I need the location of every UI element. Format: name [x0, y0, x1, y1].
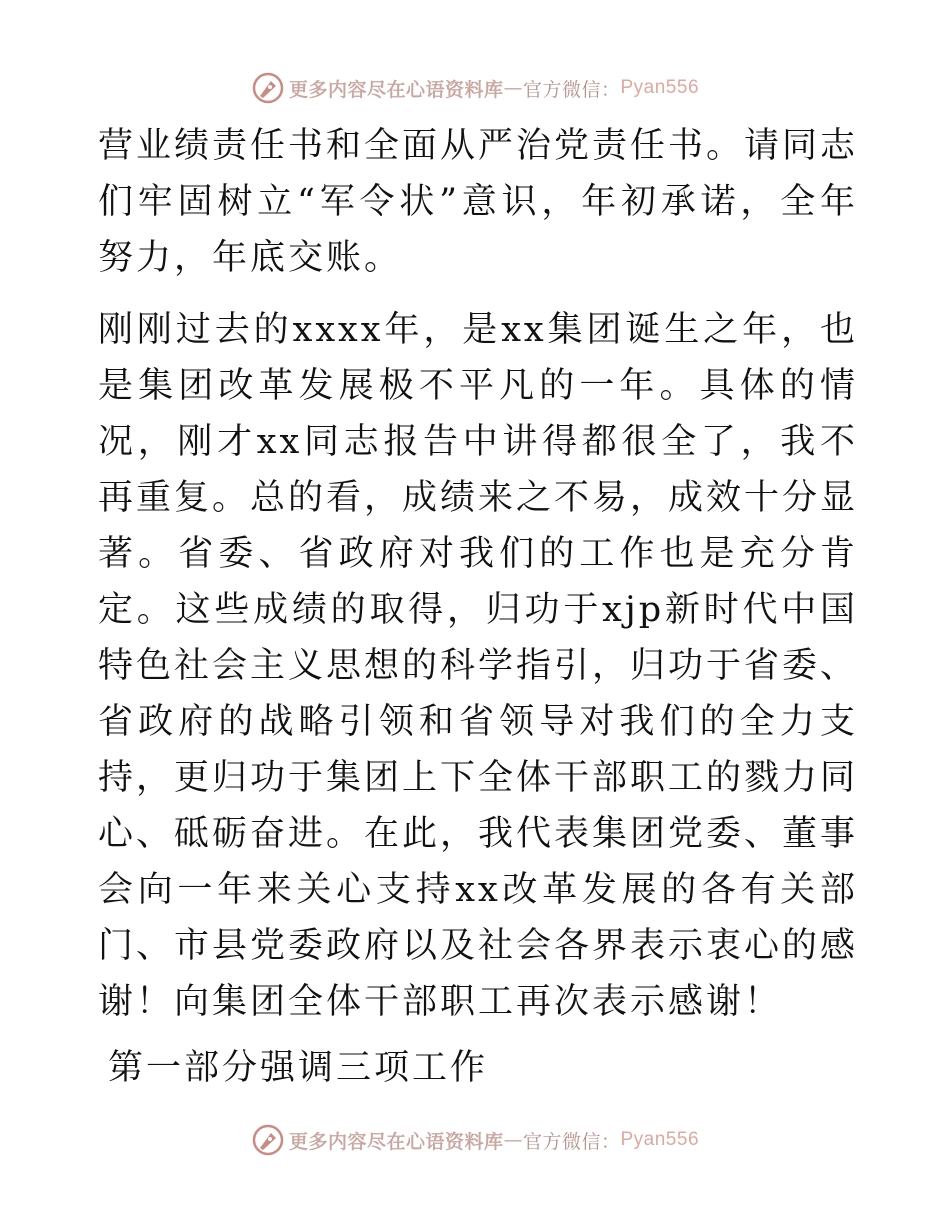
watermark-wechat-label: 官方微信： — [522, 78, 621, 101]
watermark-wechat-id: Pyan556 — [620, 1129, 700, 1150]
watermark-text: 更多内容尽在心语资料库 — [288, 78, 504, 101]
section-heading: 第一部分强调三项工作 — [108, 1048, 489, 1088]
document-body — [98, 118, 858, 1096]
watermark-header — [0, 68, 950, 108]
paragraph-continuation: 营业绩责任书和全面从严治党责任书。请同志们牢固树立“军令状”意识，年初承诺，全年努力，年底交账。 — [98, 126, 859, 278]
paragraph-review: 刚刚过去的xxxx年，是xx集团诞生之年，也是集团改革发展极不平凡的一年。具体的情况，刚才xx同志报告中讲得都很全了，我不再重复。总的看，成绩来之不易，成效十分显著。省委、省政府对我们的工作也是充分肯定。这些成绩的取得，归功于xjp新时代中国特色社会主义思想的科学指引，归功于省委、省政府的战略引领和省领导对我们的全力支持，更归功于集团上下全体干部职工的戮力同心、砥砺奋进。在此，我代表集团党委、董事会向一年来关心支持xx改革发展的各有关部门、市县党委政府以及社会各界表示衷心的感谢！向集团全体干部职工再次表示感谢！ — [98, 310, 859, 1022]
watermark-dash: — — [503, 77, 523, 99]
watermark-dash: — — [503, 1129, 523, 1151]
watermark-footer — [0, 1120, 950, 1160]
watermark-text: 更多内容尽在心语资料库 — [288, 1130, 504, 1153]
pen-nib-logo-icon — [251, 1123, 285, 1157]
watermark-wechat-id: Pyan556 — [620, 77, 700, 98]
watermark-wechat-label: 官方微信： — [522, 1130, 621, 1153]
pen-nib-logo-icon — [251, 71, 285, 105]
